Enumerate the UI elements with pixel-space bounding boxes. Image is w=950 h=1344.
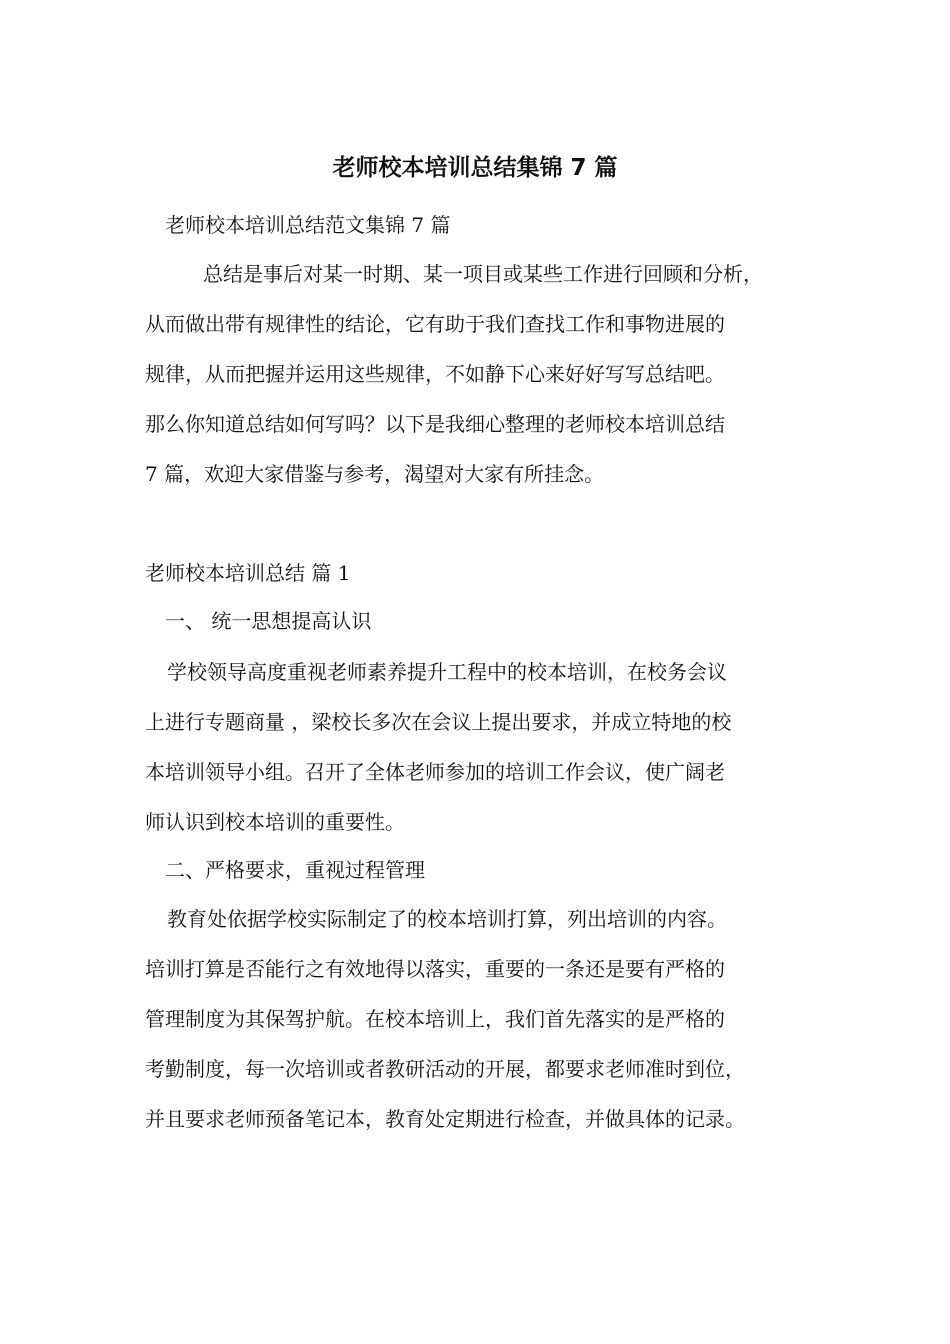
- intro-line: 从而做出带有规律性的结论，它有助于我们查找工作和事物进展的: [145, 312, 725, 336]
- intro-paragraph: [145, 249, 825, 499]
- section-heading: 老师校本培训总结 篇 1: [145, 561, 351, 585]
- part2-line: 管理制度为其保驾护航。在校本培训上，我们首先落实的是严格的: [145, 1007, 725, 1031]
- part2-paragraph: [145, 894, 825, 1144]
- document-subtitle: 老师校本培训总结范文集锦 7 篇: [165, 213, 451, 237]
- part2-heading: 二、严格要求，重视过程管理: [165, 858, 425, 882]
- part2-line: 考勤制度，每一次培训或者教研活动的开展，都要求老师准时到位，: [145, 1057, 745, 1081]
- intro-line: 7 篇，欢迎大家借鉴与参考，渴望对大家有所挂念。: [145, 462, 605, 486]
- intro-line: 规律，从而把握并运用这些规律，不如静下心来好好写写总结吧。: [145, 362, 725, 386]
- intro-line: 总结是事后对某一时期、某一项目或某些工作进行回顾和分析，: [203, 262, 763, 286]
- part1-line: 学校领导高度重视老师素养提升工程中的校本培训，在校务会议: [167, 660, 727, 684]
- part1-line: 本培训领导小组。召开了全体老师参加的培训工作会议，使广阔老: [145, 760, 725, 784]
- document-title: 老师校本培训总结集锦 7 篇: [332, 155, 618, 181]
- part1-paragraph: [145, 647, 825, 847]
- part2-line: 并且要求老师预备笔记本，教育处定期进行检查，并做具体的记录。: [145, 1107, 745, 1131]
- part1-line: 上进行专题商量 ，梁校长多次在会议上提出要求，并成立特地的校: [145, 710, 732, 734]
- part2-line: 培训打算是否能行之有效地得以落实，重要的一条还是要有严格的: [145, 957, 725, 981]
- part1-heading: 一、 统一思想提高认识: [165, 609, 372, 633]
- intro-line: 那么你知道总结如何写吗？以下是我细心整理的老师校本培训总结: [145, 412, 725, 436]
- part1-line: 师认识到校本培训的重要性。: [145, 810, 405, 834]
- part2-line: 教育处依据学校实际制定了的校本培训打算，列出培训的内容。: [167, 907, 727, 931]
